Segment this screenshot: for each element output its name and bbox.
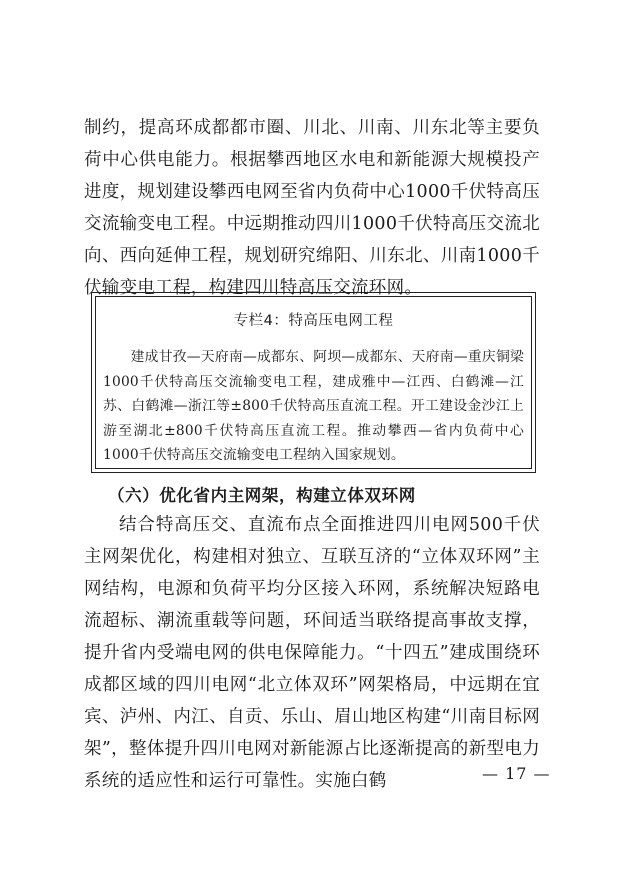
section-heading: （六）优化省内主网架，构建立体双环网	[108, 486, 416, 505]
page-number: — 17 —	[482, 764, 551, 783]
paragraph-text: 结合特高压交、直流布点全面推进四川电网500千伏主网架优化，构建相对独立、互联互济的“立体双环网”主网结构，电源和负荷平均分区接入环网，系统解决短路电流超标、潮流重载等问题，环间适当联络提高事故支撑，提升省内受端电网的供电保障能力。“十四五”建成围绕环成都区域的四川电网“北立体双环”网架格局，中远期在宜宾、泸州、内江、自贡、乐山、眉山地区构建“川南目标网架”，整体提升四川电网对新能源占比逐渐提高的新型电力系统的适应性和运行可靠性。实施白鹤	[84, 515, 540, 791]
column-box	[91, 292, 536, 473]
body-paragraph-bottom	[84, 509, 540, 797]
paragraph-text: 制约，提高环成都都市圈、川北、川南、川东北等主要负荷中心供电能力。根据攀西地区水电和新能源大规模投产进度，规划建设攀西电网至省内负荷中心1000千伏特高压交流输变电工程。中远期推动四川1000千伏特高压交流北向、西向延伸工程，规划研究绵阳、川东北、川南1000千伏输变电工程，构建四川特高压交流环网。	[84, 118, 540, 298]
body-paragraph-top	[84, 112, 540, 304]
column-box-title: 专栏4：特高压电网工程	[233, 313, 394, 329]
column-box-body: 建成甘孜—天府南—成都东、阿坝—成都东、天府南—重庆铜梁1000千伏特高压交流输变电工程，建成雅中—江西、白鹤滩—江苏、白鹤滩—浙江等±800千伏特高压直流工程。开工建设金沙江上游至湖北±800千伏特高压直流工程。推动攀西—省内负荷中心1000千伏特高压交流输变电工程纳入国家规划。	[103, 349, 524, 463]
